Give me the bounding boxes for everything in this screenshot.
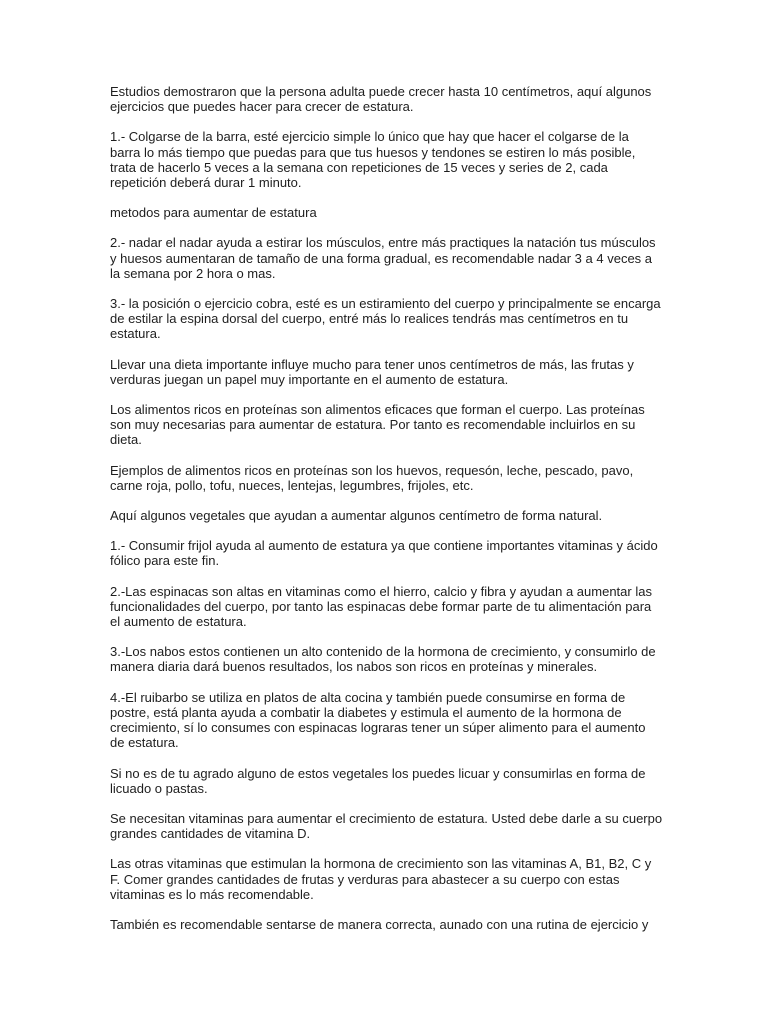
paragraph — [110, 129, 668, 190]
text-line: grandes cantidades de vitamina D. — [110, 826, 311, 842]
text-line: manera diaria dará buenos resultados, los nabos son ricos en proteínas y minerales. — [110, 659, 598, 675]
text-line: Ejemplos de alimentos ricos en proteínas son los huevos, requesón, leche, pescado, pavo, — [110, 462, 634, 478]
text-line: 1.- Colgarse de la barra, esté ejercicio simple lo único que hay que hacer el colgarse de la — [110, 129, 629, 145]
paragraph — [110, 538, 668, 568]
paragraph — [110, 766, 668, 796]
paragraph — [110, 296, 668, 342]
text-line: Estudios demostraron que la persona adulta puede crecer hasta 10 centímetros, aquí algunos — [110, 84, 652, 99]
paragraph — [110, 690, 668, 751]
paragraph — [110, 584, 668, 630]
text-line: carne roja, pollo, tofu, nueces, lentejas, legumbres, frijoles, etc. — [110, 477, 474, 493]
paragraph — [110, 811, 668, 841]
paragraph — [110, 463, 668, 493]
text-line: de estilar la espina dorsal del cuerpo, entré más lo realices tendrás mas centímetros en tu — [110, 311, 629, 327]
paragraph — [110, 84, 668, 114]
text-line: verduras juegan un papel muy importante en el aumento de estatura. — [110, 371, 509, 387]
text-line: 4.-El ruibarbo se utiliza en platos de alta cocina y también puede consumirse en forma de — [110, 689, 626, 705]
text-line: ejercicios que puedes hacer para crecer de estatura. — [110, 99, 414, 115]
document-body — [110, 84, 668, 932]
text-line: el aumento de estatura. — [110, 614, 247, 630]
paragraph — [110, 856, 668, 902]
text-line: estatura. — [110, 326, 161, 342]
paragraph — [110, 402, 668, 448]
paragraph — [110, 508, 668, 523]
text-line: dieta. — [110, 432, 142, 448]
text-line: F. Comer grandes cantidades de frutas y verduras para abastecer a su cuerpo con estas — [110, 871, 620, 887]
text-line: licuado o pastas. — [110, 780, 208, 796]
text-line: 2.- nadar el nadar ayuda a estirar los músculos, entre más practiques la natación tus músculos — [110, 235, 656, 251]
text-line: y huesos aumentaran de tamaño de una forma gradual, es recomendable nadar 3 a 4 veces a — [110, 250, 653, 266]
text-line: 1.- Consumir frijol ayuda al aumento de estatura ya que contiene importantes vitaminas y ácido — [110, 538, 658, 554]
paragraph — [110, 917, 668, 932]
text-line: Llevar una dieta importante influye mucho para tener unos centímetros de más, las frutas y — [110, 356, 634, 372]
text-line: crecimiento, sí lo consumes con espinacas lograras tener un súper alimento para el aumento — [110, 720, 646, 736]
text-line: funcionalidades del cuerpo, por tanto las espinacas debe formar parte de tu alimentación para — [110, 598, 652, 614]
text-line: Si no es de tu agrado alguno de estos vegetales los puedes licuar y consumirlas en forma de — [110, 765, 646, 781]
text-line: 3.- la posición o ejercicio cobra, esté es un estiramiento del cuerpo y principalmente se encarga — [110, 296, 661, 312]
text-line: trata de hacerlo 5 veces a la semana con repeticiones de 15 veces y series de 2, cada — [110, 159, 608, 175]
text-line: fólico para este fin. — [110, 553, 220, 569]
text-line: la semana por 2 hora o mas. — [110, 265, 276, 281]
paragraph — [110, 235, 668, 281]
text-line: Aquí algunos vegetales que ayudan a aumentar algunos centímetro de forma natural. — [110, 508, 603, 524]
paragraph — [110, 357, 668, 387]
text-line: son muy necesarias para aumentar de estatura. Por tanto es recomendable incluirlos en su — [110, 417, 636, 433]
text-line: Las otras vitaminas que estimulan la hormona de crecimiento son las vitaminas A, B1, B2, C y — [110, 856, 652, 872]
text-line: Se necesitan vitaminas para aumentar el crecimiento de estatura. Usted debe darle a su cuerpo — [110, 810, 663, 826]
text-line: de estatura. — [110, 735, 179, 751]
text-line: 2.-Las espinacas son altas en vitaminas como el hierro, calcio y fibra y ayudan a aumentar las — [110, 583, 652, 599]
text-line: También es recomendable sentarse de manera correcta, aunado con una rutina de ejercicio y — [110, 916, 649, 932]
paragraph — [110, 644, 668, 674]
text-line: Los alimentos ricos en proteínas son alimentos eficaces que forman el cuerpo. Las proteínas — [110, 402, 645, 418]
text-line: repetición deberá durar 1 minuto. — [110, 175, 302, 191]
paragraph — [110, 205, 668, 220]
text-line: postre, está planta ayuda a combatir la diabetes y estimula el aumento de la hormona de — [110, 704, 622, 720]
text-line: vitaminas es lo más recomendable. — [110, 886, 314, 902]
text-line: barra lo más tiempo que puedas para que tus huesos y tendones se estiren lo más posible, — [110, 144, 636, 160]
text-line: metodos para aumentar de estatura — [110, 205, 317, 221]
text-line: 3.-Los nabos estos contienen un alto contenido de la hormona de crecimiento, y consumirlo de — [110, 644, 656, 660]
